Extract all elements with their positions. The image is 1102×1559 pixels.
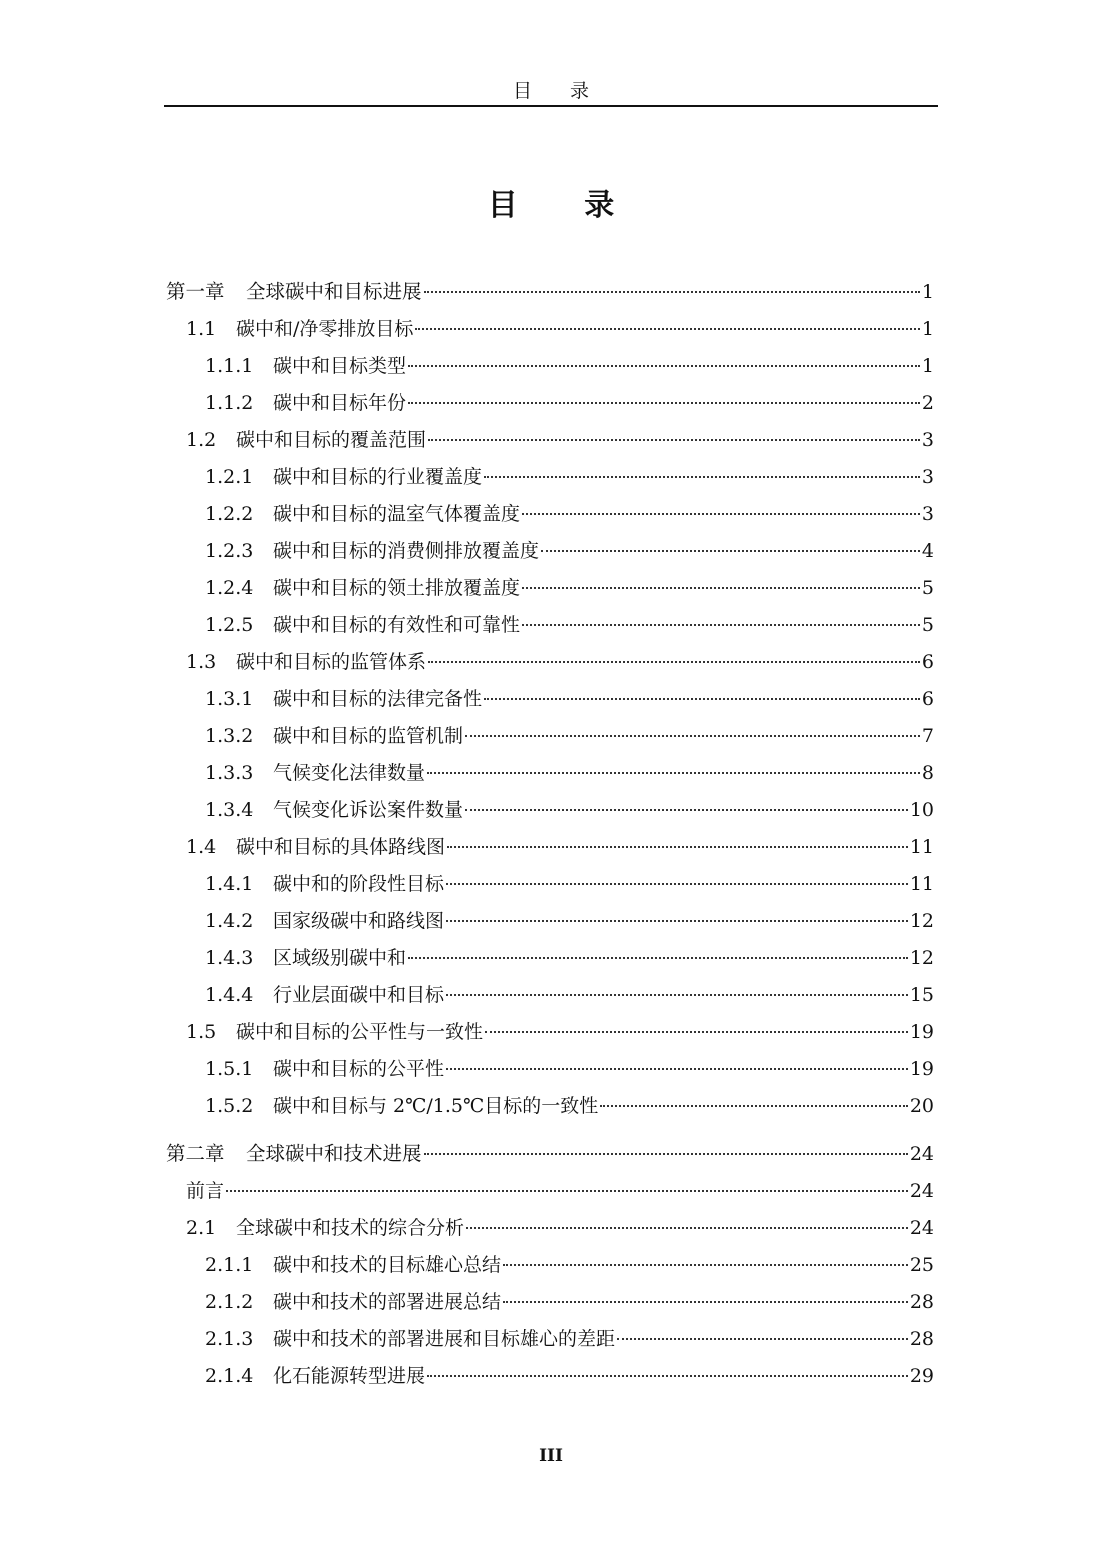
toc-entry-number: 2.1.4	[205, 1365, 254, 1387]
toc-entry-number: 1.1.2	[205, 392, 254, 414]
toc-entry-number: 1.4.1	[205, 873, 254, 895]
toc-entry-title: 前言	[186, 1180, 225, 1202]
dot-leader	[484, 476, 920, 478]
toc-entry[interactable]	[205, 1054, 934, 1084]
toc-entry-title: 区域级别碳中和	[273, 947, 407, 969]
toc-entry-page: 5	[921, 614, 934, 636]
dot-leader	[424, 291, 920, 293]
toc-entry-page: 12	[909, 910, 934, 932]
toc-chapter-entry[interactable]	[166, 1139, 934, 1169]
dot-leader	[503, 1301, 908, 1303]
page-title: 目 录	[487, 188, 643, 223]
toc-entry-page: 1	[921, 355, 934, 377]
toc-entry-page: 11	[909, 836, 934, 858]
toc-entry-page: 28	[909, 1328, 934, 1350]
dot-leader	[427, 772, 920, 774]
toc-entry-page: 24	[909, 1143, 934, 1165]
toc-entry-page: 3	[921, 466, 934, 488]
toc-entry[interactable]	[205, 499, 934, 529]
toc-entry-page: 8	[921, 762, 934, 784]
toc-entry-title: 全球碳中和技术的综合分析	[236, 1217, 465, 1239]
toc-entry-number: 1.2.5	[205, 614, 254, 636]
toc-entry-page: 2	[921, 392, 934, 414]
dot-leader	[226, 1190, 908, 1192]
toc-entry-page: 15	[909, 984, 934, 1006]
dot-leader	[446, 994, 908, 996]
toc-entry-number: 2.1.3	[205, 1328, 254, 1350]
toc-entry-title: 碳中和目标的领土排放覆盖度	[273, 577, 521, 599]
toc-entry[interactable]	[205, 573, 934, 603]
toc-entry[interactable]	[205, 795, 934, 825]
toc-entry-page: 29	[909, 1365, 934, 1387]
toc-entry-number: 1.4.3	[205, 947, 254, 969]
toc-entry[interactable]	[205, 462, 934, 492]
dot-leader	[503, 1264, 908, 1266]
dot-leader	[446, 920, 908, 922]
toc-entry-title: 碳中和目标的法律完备性	[273, 688, 483, 710]
toc-entry-title: 碳中和目标类型	[273, 355, 407, 377]
toc-entry-page: 12	[909, 947, 934, 969]
toc-entry-title: 全球碳中和目标进展	[246, 280, 422, 303]
toc-entry-page: 20	[909, 1095, 934, 1117]
toc-entry-title: 碳中和技术的目标雄心总结	[273, 1254, 502, 1276]
running-header: 目 录	[512, 80, 606, 102]
toc-entry[interactable]	[205, 906, 934, 936]
toc-entry-title: 碳中和技术的部署进展和目标雄心的差距	[273, 1328, 616, 1350]
toc-entry-title: 行业层面碳中和目标	[273, 984, 445, 1006]
toc-entry[interactable]	[205, 1091, 934, 1121]
toc-entry[interactable]	[205, 351, 934, 381]
toc-entry-number: 2.1	[186, 1217, 217, 1239]
toc-entry-title: 碳中和的阶段性目标	[273, 873, 445, 895]
toc-entry-page: 24	[909, 1217, 934, 1239]
toc-entry[interactable]	[186, 1213, 934, 1243]
toc-entry-number: 1.1.1	[205, 355, 254, 377]
toc-entry-title: 碳中和目标的有效性和可靠性	[273, 614, 521, 636]
toc-entry-title: 碳中和目标的消费侧排放覆盖度	[273, 540, 540, 562]
dot-leader	[484, 698, 920, 700]
toc-entry-page: 7	[921, 725, 934, 747]
dot-leader	[415, 328, 920, 330]
toc-chapter-entry[interactable]	[166, 277, 934, 307]
dot-leader	[424, 1153, 908, 1155]
toc-entry-title: 碳中和目标的监管体系	[236, 651, 427, 673]
toc-entry[interactable]	[186, 425, 934, 455]
toc-entry[interactable]	[205, 1287, 934, 1317]
toc-entry-title: 碳中和目标的温室气体覆盖度	[273, 503, 521, 525]
toc-entry-title: 碳中和技术的部署进展总结	[273, 1291, 502, 1313]
toc-entry-title: 气候变化法律数量	[273, 762, 426, 784]
toc-entry[interactable]	[205, 1324, 934, 1354]
toc-entry[interactable]	[205, 1361, 934, 1391]
toc-entry[interactable]	[205, 536, 934, 566]
toc-entry[interactable]	[186, 1017, 934, 1047]
dot-leader	[428, 439, 920, 441]
toc-entry-page: 5	[921, 577, 934, 599]
toc-entry-number: 1.4.2	[205, 910, 254, 932]
dot-leader	[428, 661, 920, 663]
toc-entry-title: 碳中和目标的监管机制	[273, 725, 464, 747]
toc-entry-page: 4	[921, 540, 934, 562]
toc-entry-page: 19	[909, 1058, 934, 1080]
toc-entry-number: 1.3.1	[205, 688, 254, 710]
dot-leader	[427, 1375, 908, 1377]
toc-entry-number: 第二章	[166, 1142, 225, 1165]
toc-entry-page: 11	[909, 873, 934, 895]
toc-entry-number: 1.2.3	[205, 540, 254, 562]
dot-leader	[485, 1031, 908, 1033]
toc-entry-page: 19	[909, 1021, 934, 1043]
dot-leader	[465, 809, 908, 811]
dot-leader	[408, 365, 920, 367]
toc-entry-number: 1.3	[186, 651, 217, 673]
toc-entry-page: 6	[921, 651, 934, 673]
dot-leader	[465, 735, 920, 737]
toc-entry-title: 碳中和目标的公平性	[273, 1058, 445, 1080]
dot-leader	[408, 402, 920, 404]
page-number: III	[539, 1446, 563, 1466]
toc-entry[interactable]	[186, 647, 934, 677]
toc-entry-number: 1.2	[186, 429, 217, 451]
toc-entry-number: 1.3.3	[205, 762, 254, 784]
toc-entry[interactable]	[186, 1176, 934, 1206]
dot-leader	[617, 1338, 908, 1340]
toc-entry-title: 化石能源转型进展	[273, 1365, 426, 1387]
toc-entry[interactable]	[205, 610, 934, 640]
toc-entry-number: 1.4	[186, 836, 217, 858]
toc-entry-page: 1	[921, 281, 934, 303]
toc-entry[interactable]	[205, 684, 934, 714]
toc-entry-number: 1.5.2	[205, 1095, 254, 1117]
toc-entry-number: 1.2.1	[205, 466, 254, 488]
toc-entry-title: 气候变化诉讼案件数量	[273, 799, 464, 821]
toc-entry-number: 1.2.4	[205, 577, 254, 599]
toc-entry-number: 1.5	[186, 1021, 217, 1043]
toc-entry-number: 1.3.4	[205, 799, 254, 821]
toc-entry-number: 1.4.4	[205, 984, 254, 1006]
toc-entry[interactable]	[186, 832, 934, 862]
toc-entry-title: 碳中和目标的覆盖范围	[236, 429, 427, 451]
toc-entry-title: 全球碳中和技术进展	[246, 1142, 422, 1165]
toc-entry-page: 25	[909, 1254, 934, 1276]
dot-leader	[522, 624, 920, 626]
toc-entry-title: 碳中和/净零排放目标	[236, 318, 414, 340]
toc-entry[interactable]	[205, 388, 934, 418]
dot-leader	[600, 1105, 908, 1107]
dot-leader	[466, 1227, 908, 1229]
dot-leader	[522, 513, 920, 515]
toc-entry-number: 1.2.2	[205, 503, 254, 525]
toc-entry-page: 24	[909, 1180, 934, 1202]
toc-entry-number: 1.5.1	[205, 1058, 254, 1080]
toc-entry[interactable]	[205, 758, 934, 788]
dot-leader	[446, 883, 908, 885]
toc-entry-page: 10	[909, 799, 934, 821]
toc-entry-page: 3	[921, 429, 934, 451]
toc-entry[interactable]	[186, 314, 934, 344]
dot-leader	[522, 587, 920, 589]
toc-entry-number: 2.1.1	[205, 1254, 254, 1276]
dot-leader	[446, 1068, 908, 1070]
toc-entry-number: 第一章	[166, 280, 225, 303]
dot-leader	[447, 846, 908, 848]
toc-entry-title: 碳中和目标与 2℃/1.5℃目标的一致性	[273, 1095, 599, 1117]
toc-entry-page: 6	[921, 688, 934, 710]
toc-entry-page: 1	[921, 318, 934, 340]
toc-entry-number: 2.1.2	[205, 1291, 254, 1313]
toc-entry[interactable]	[205, 980, 934, 1010]
toc-entry-title: 碳中和目标的行业覆盖度	[273, 466, 483, 488]
toc-entry[interactable]	[205, 869, 934, 899]
toc-entry-number: 1.3.2	[205, 725, 254, 747]
toc-entry-title: 碳中和目标的公平性与一致性	[236, 1021, 484, 1043]
toc-entry-title: 碳中和目标的具体路线图	[236, 836, 446, 858]
toc-entry-title: 碳中和目标年份	[273, 392, 407, 414]
toc-entry[interactable]	[205, 943, 934, 973]
toc-entry[interactable]	[205, 721, 934, 751]
toc-entry-page: 3	[921, 503, 934, 525]
dot-leader	[541, 550, 920, 552]
toc-entry-number: 1.1	[186, 318, 217, 340]
dot-leader	[408, 957, 908, 959]
toc-entry-page: 28	[909, 1291, 934, 1313]
toc-entry-title: 国家级碳中和路线图	[273, 910, 445, 932]
toc-entry[interactable]	[205, 1250, 934, 1280]
